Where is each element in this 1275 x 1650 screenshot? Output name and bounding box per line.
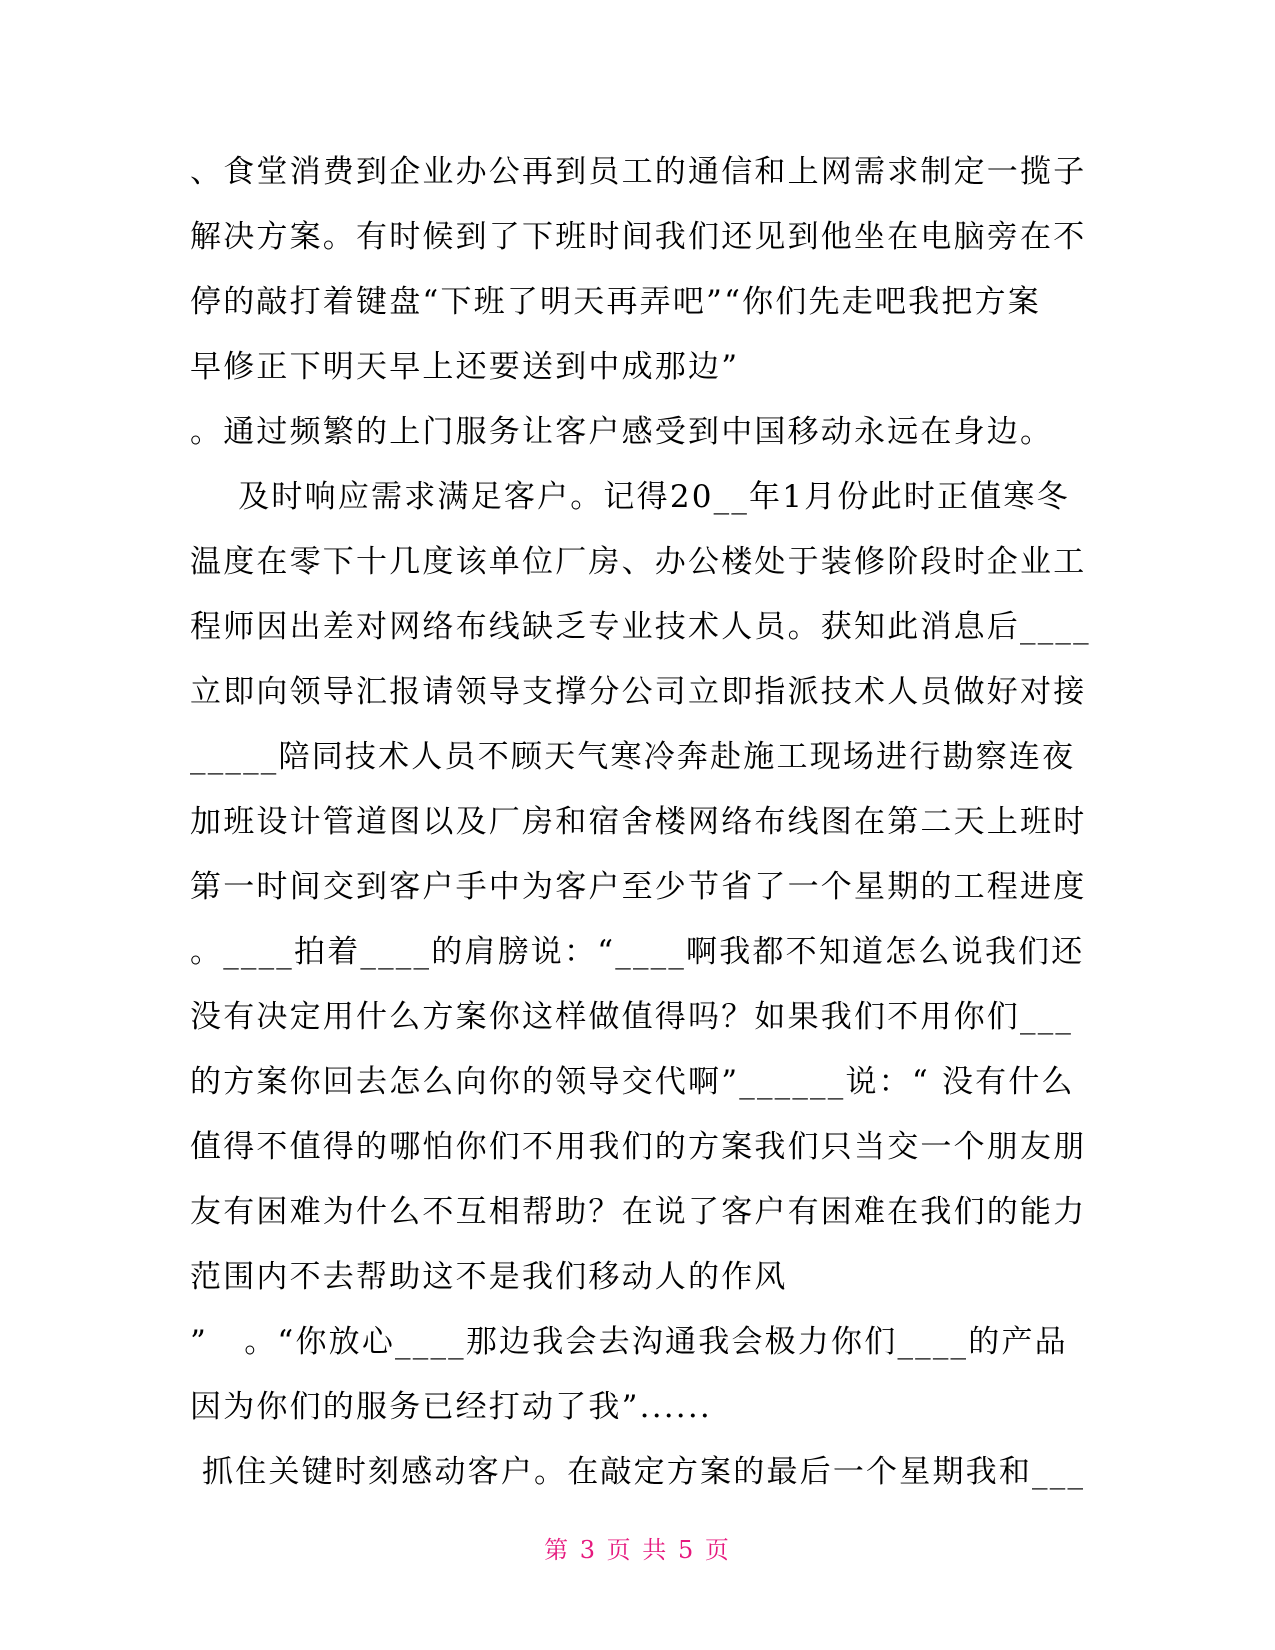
text-line: 解决方案。有时候到了下班时间我们还见到他坐在电脑旁在不 bbox=[190, 219, 1087, 255]
text-line: 友有困难为什么不互相帮助？在说了客户有困难在我们的能力 bbox=[190, 1194, 1087, 1230]
text-line: 没有决定用什么方案你这样做值得吗？如果我们不用你们___ bbox=[190, 999, 1074, 1035]
text-line: ” 。“你放心____那边我会去沟通我会极力你们____的产品 bbox=[190, 1324, 1068, 1360]
text-line: 因为你们的服务已经打动了我”...... bbox=[190, 1389, 712, 1425]
text-line: 温度在零下十几度该单位厂房、办公楼处于装修阶段时企业工 bbox=[190, 544, 1087, 580]
text-line: 值得不值得的哪怕你们不用我们的方案我们只当交一个朋友朋 bbox=[190, 1129, 1087, 1165]
page-number-footer: 第 3 页 共 5 页 bbox=[544, 1536, 731, 1564]
text-line: 第一时间交到客户手中为客户至少节省了一个星期的工程进度 bbox=[190, 869, 1087, 905]
text-line: 的方案你回去怎么向你的领导交代啊”______说：“ 没有什么 bbox=[190, 1064, 1075, 1100]
text-line: 。通过频繁的上门服务让客户感受到中国移动永远在身边。 bbox=[190, 414, 1054, 450]
text-line: 。____拍着____的肩膀说：“____啊我都不知道怎么说我们还 bbox=[190, 934, 1085, 970]
text-line: 程师因出差对网络布线缺乏专业技术人员。获知此消息后____ bbox=[190, 609, 1091, 645]
text-line: 停的敲打着键盘“下班了明天再弄吧”“你们先走吧我把方案 bbox=[190, 284, 1041, 320]
text-line: 立即向领导汇报请领导支撑分公司立即指派技术人员做好对接 bbox=[190, 674, 1087, 710]
text-line: 早修正下明天早上还要送到中成那边” bbox=[190, 349, 740, 385]
text-line: 抓住关键时刻感动客户。在敲定方案的最后一个星期我和___ bbox=[190, 1454, 1086, 1490]
text-line: 加班设计管道图以及厂房和宿舍楼网络布线图在第二天上班时 bbox=[190, 804, 1087, 840]
body-text bbox=[190, 140, 1090, 1505]
text-line: 及时响应需求满足客户。记得20__年1月份此时正值寒冬 bbox=[190, 479, 1070, 515]
text-line: _____陪同技术人员不顾天气寒冷奔赴施工现场进行勘察连夜 bbox=[190, 739, 1076, 775]
text-line: 范围内不去帮助这不是我们移动人的作风 bbox=[190, 1259, 788, 1295]
text-line: 、食堂消费到企业办公再到员工的通信和上网需求制定一揽子 bbox=[190, 154, 1087, 190]
